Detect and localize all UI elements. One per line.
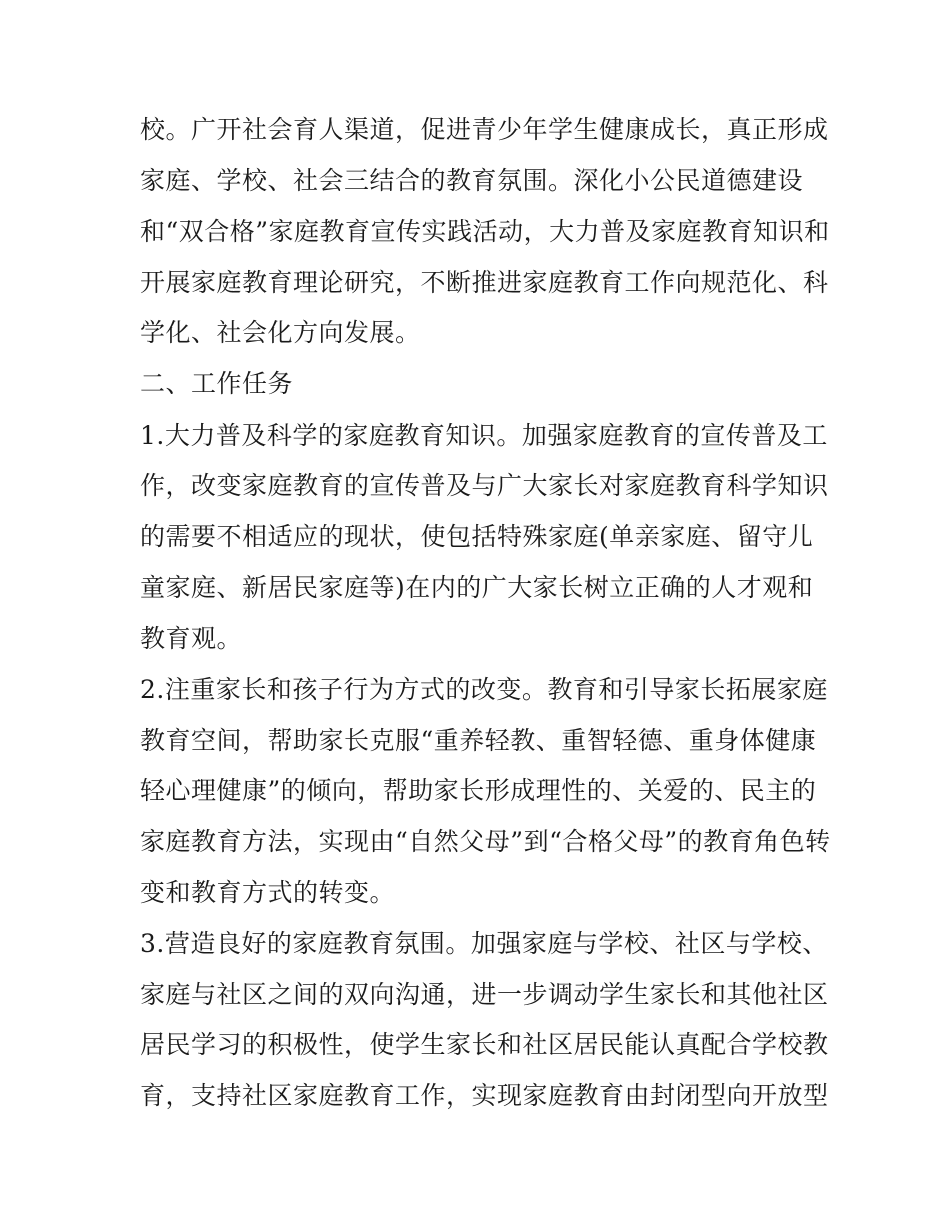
text-line: 居民学习的积极性，使学生家长和社区居民能认真配合学校教 (140, 1030, 829, 1059)
text-line: 轻心理健康”的倾向，帮助家长形成理性的、关爱的、民主的 (140, 776, 817, 805)
text-line: 育，支持社区家庭教育工作，实现家庭教育由封闭型向开放型 (140, 1081, 829, 1110)
text-line: 教育空间，帮助家长克服“重养轻教、重智轻德、重身体健康 (140, 726, 817, 755)
text-line: 开展家庭教育理论研究，不断推进家庭教育工作向规范化、科 (140, 268, 829, 297)
text-line: 3.营造良好的家庭教育氛围。加强家庭与学校、社区与学校、 (140, 929, 828, 958)
text-line: 家庭与社区之间的双向沟通，进一步调动学生家长和其他社区 (140, 980, 829, 1009)
text-line: 作，改变家庭教育的宣传普及与广大家长对家庭教育科学知识 (140, 471, 829, 500)
text-line: 2.注重家长和孩子行为方式的改变。教育和引导家长拓展家庭 (140, 675, 828, 704)
text-line: 家庭教育方法，实现由“自然父母”到“合格父母”的教育角色转 (140, 827, 831, 856)
text-line: 校。广开社会育人渠道，促进青少年学生健康成长，真正形成 (140, 115, 829, 144)
text-line: 家庭、学校、社会三结合的教育氛围。深化小公民道德建设 (140, 166, 804, 195)
text-line: 教育观。 (140, 624, 243, 653)
text-line: 童家庭、新居民家庭等)在内的广大家长树立正确的人才观和 (140, 573, 814, 602)
text-line: 1.大力普及科学的家庭教育知识。加强家庭教育的宣传普及工 (140, 421, 828, 450)
text-line: 学化、社会化方向发展。 (140, 318, 421, 347)
text-line: 的需要不相适应的现状，使包括特殊家庭(单亲家庭、留守儿 (140, 522, 814, 551)
section-heading: 二、工作任务 (140, 369, 294, 398)
text-line: 和“双合格”家庭教育宣传实践活动，大力普及家庭教育知识和 (140, 217, 830, 246)
text-line: 变和教育方式的转变。 (140, 878, 396, 907)
